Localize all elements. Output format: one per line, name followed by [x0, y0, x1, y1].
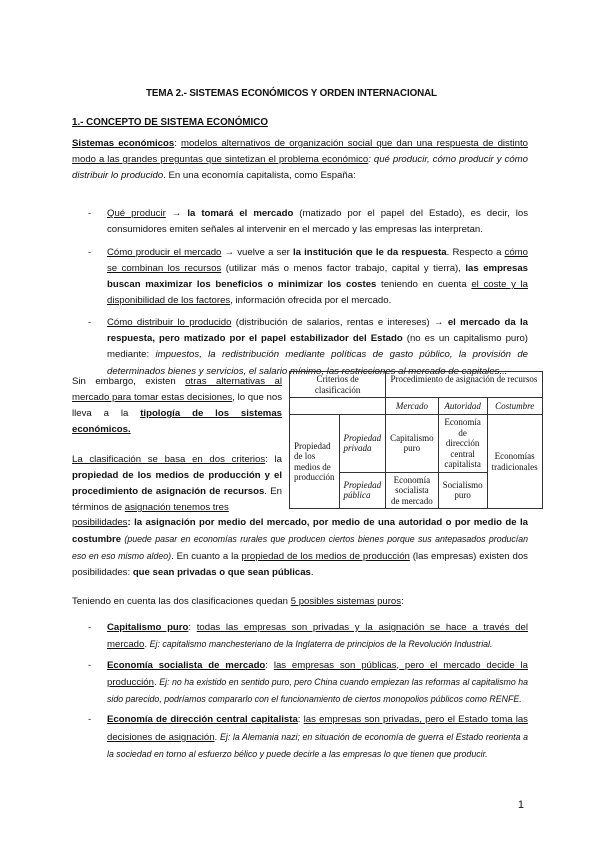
table-row-label: Propiedad de los medios de producción — [290, 415, 340, 509]
bullet-list-1 — [88, 206, 528, 380]
table-col-mercado: Mercado — [386, 398, 439, 415]
systems-text: Teniendo en cuenta las dos clasificaciones quedan — [72, 596, 291, 607]
table-col-costumbre: Costumbre — [487, 398, 542, 415]
side-text: Sin embargo, existen — [72, 376, 186, 387]
side-text: . En términos de — [72, 486, 282, 513]
classification-table-wrap — [289, 371, 538, 506]
system-text: . — [153, 676, 160, 688]
system-text: : — [265, 659, 274, 671]
page-number: 1 — [517, 799, 524, 811]
bullet-arrow: → — [165, 208, 188, 219]
side-bold: propiedad de los medios de producción y el procedimiento de asignación de recursos — [72, 470, 282, 497]
intro-term: Sistemas económicos — [72, 138, 175, 149]
cont-text: (las empresas) existen dos posibilidades: — [72, 551, 528, 578]
intro-questions: : qué producir, cómo producir y cómo distribuir lo producido — [72, 154, 528, 181]
table-cell-tradicionales: Economías tradicionales — [487, 415, 542, 509]
system-example: Ej: capitalismo manchesteriano de la Inglaterra de principios de la Revolución Industrial. — [149, 639, 493, 650]
bullet-term: Qué producir — [107, 208, 166, 219]
bullet-list-2 — [88, 620, 528, 763]
table-cell-capitalismo-puro: Capitalismo puro — [386, 415, 439, 473]
system-desc: todas las empresas son privadas y la asignación se hace a través del mercado — [107, 622, 528, 651]
systems-text: : — [401, 596, 404, 607]
systems-underline: 5 posibles sistemas puros — [290, 596, 402, 607]
table-empty-cell — [290, 398, 386, 415]
system-desc: las empresas son privadas, pero el Estado toma las decisiones de asignación — [107, 714, 528, 743]
list-item: - Cómo producir el mercado → vuelve a ser la institución que le da respuesta. Respecto a cómo se combinan los recursos (utilizar más o menos factor trabajo, capital y tierra), las empresas buscan maximizar los beneficios o minimizar los costes teniendo en cuenta el coste y la disponibilidad de los factores, información ofrecida por el mercado. — [88, 246, 529, 307]
table-col-autoridad: Autoridad — [438, 398, 487, 415]
side-underline-bold: tipología de los sistemas económicos. — [72, 408, 282, 435]
cont-text: . — [310, 567, 314, 578]
bullet-rest: , información ofrecida por el mercado. — [230, 295, 392, 307]
side-paragraph-2 — [72, 452, 282, 516]
table-cell-dir-central: Economía de dirección central capitalista — [438, 415, 487, 473]
list-item: - Capitalismo puro: todas las empresas son privadas y la asignación se hace a través del mercado. Ej: capitalismo manchesteriano de la Inglaterra de principios de la Revolución Industrial. — [88, 622, 528, 651]
cont-underline: propiedad de los medios de producción — [241, 551, 410, 562]
list-item: - Qué producir → la tomará el mercado (matizado por el papel del Estado), es decir, los consumidores emiten señales al intervenir en el mercado y las empresas las interpretan. — [88, 208, 528, 236]
bullet-underline: el coste y la disponibilidad de los factores — [107, 279, 528, 307]
bullet-bold: la institución que le da respuesta — [292, 246, 447, 258]
cont-bold: que sean privadas o que sean públicas — [132, 567, 311, 578]
system-text: : — [188, 622, 197, 633]
bullet-rest: (matizado por el papel del Estado), es decir, los consumidores emiten señales al intervenir en el mercado y las empresas las interpretan. — [107, 208, 528, 236]
bullet-italic: impuestos, la redistribución mediante políticas de gasto público, la provisión de determinados bienes y servicios, el salario mínimo, las restricciones al mercado de capitales... — [107, 349, 528, 377]
bullet-term: Cómo producir el mercado — [107, 246, 222, 258]
cont-underline: posibilidades — [72, 517, 128, 528]
classification-table — [289, 371, 543, 509]
table-header-procedure: Procedimiento de asignación de recursos — [386, 372, 542, 398]
bullet-rest: teniendo en cuenta — [376, 279, 472, 291]
system-name: Capitalismo puro — [107, 622, 189, 633]
bullet-bold: el mercado da la respuesta, pero matizado por el papel estabilizador del Estado — [107, 316, 529, 345]
bullet-rest: (distribución de salarios, rentas e intereses) → — [231, 316, 448, 328]
bullet-rest: . Respecto a — [446, 246, 505, 258]
system-example: Ej: no ha existido en sentido puro, pero China cuando empiezan las reformas al capitalismo ha sido parecido, podríamos compararlo con el funcionamiento de ciertos monopolios públicos como RENFE. — [107, 676, 528, 705]
system-name: Economía de dirección central capitalista — [107, 714, 298, 726]
system-example: Ej: la Alemania nazi; en situación de economía de guerra el Estado reorienta a la sociedad en torno al esfuerzo bélico y puede decirle a las empresas lo que tienen que producir. — [107, 731, 528, 760]
table-row-privada: Propiedad privada — [339, 415, 386, 473]
side-text: , lo que nos lleva a la — [72, 392, 282, 419]
bullet-arrow: → vuelve a ser — [221, 246, 293, 258]
list-item: - Economía de dirección central capitalista: las empresas son privadas, pero el Estado toma las decisiones de asignación. Ej: la Alemania nazi; en situación de economía de guerra el Estado reorienta a la sociedad en torno al esfuerzo bélico y puede decirle a las empresas lo que tienen que producir. — [88, 714, 528, 760]
bullet-rest: (no es un capitalismo puro) mediante: — [107, 333, 528, 361]
bullet-rest: (utilizar más o menos factor trabajo, capital y tierra), — [221, 262, 466, 274]
table-cell-socialista-mercado: Economía socialista de mercado — [386, 472, 439, 509]
system-text: : — [297, 714, 304, 726]
side-underline: otras alternativas al mercado para tomar estas decisiones — [72, 376, 282, 403]
list-item: - Cómo distribuir lo producido (distribución de salarios, rentas e intereses) → el mercado da la respuesta, pero matizado por el papel estabilizador del Estado (no es un capitalismo puro) mediante: impuestos, la redistribución mediante políticas de gasto público, la provisión de determinados bienes y servicios, el salario mínimo, las restricciones al mercado de capitales... — [88, 316, 529, 377]
side-underline: La clasificación se basa en dos criterios — [72, 454, 266, 465]
cont-bold: : la asignación por medio del mercado, por medio de una autoridad o por medio de la costumbre — [72, 517, 528, 545]
system-text: . — [144, 639, 150, 651]
intro-paragraph — [72, 136, 528, 184]
list-item: - Economía socialista de mercado: las empresas son públicas, pero el mercado decide la producción. Ej: no ha existido en sentido puro, pero China cuando empiezan las reformas al capitalismo ha sido parecido, podríamos compararlo con el funcionamiento de ciertos monopolios públicos como RENFE. — [88, 659, 528, 705]
side-underline: asignación tenemos tres — [124, 502, 229, 513]
bullet-bold: las empresas buscan maximizar los beneficios o minimizar los costes — [107, 262, 529, 291]
table-cell-socialismo-puro: Socialismo puro — [438, 472, 487, 509]
system-desc: las empresas son públicas, pero el mercado decide la producción — [107, 659, 528, 688]
bullet-term: Cómo distribuir lo producido — [107, 316, 232, 328]
table-row-publica: Propiedad pública — [339, 472, 386, 509]
system-name: Economía socialista de mercado — [107, 659, 266, 671]
system-text: . — [214, 731, 221, 743]
intro-definition: modelos alternativos de organización social que dan una respuesta de distinto modo a las grandes preguntas que sintetizan el problema económico — [72, 138, 528, 165]
page-title: TEMA 2.- SISTEMAS ECONÓMICOS Y ORDEN INTERNACIONAL — [146, 88, 437, 99]
table-header-criteria: Criterios de clasificación — [290, 372, 386, 398]
bullet-underline: cómo se combinan los recursos — [107, 246, 529, 274]
cont-italic: (puede pasar en economías rurales que producen ciertos bienes porque sus antepasados producían eso en eso mismo aldeo) — [72, 534, 528, 561]
section-heading: 1.- CONCEPTO DE SISTEMA ECONÓMICO — [72, 117, 268, 128]
intro-colon: : — [174, 138, 181, 149]
continuation-paragraph — [72, 515, 528, 581]
systems-intro — [72, 594, 528, 610]
bullet-bold: la tomará el mercado — [187, 208, 294, 219]
intro-tail: . En una economía capitalista, como España: — [163, 170, 356, 181]
cont-text: . En cuanto a la — [171, 551, 242, 562]
side-paragraph-1 — [72, 374, 282, 438]
side-text: : la — [265, 454, 282, 465]
